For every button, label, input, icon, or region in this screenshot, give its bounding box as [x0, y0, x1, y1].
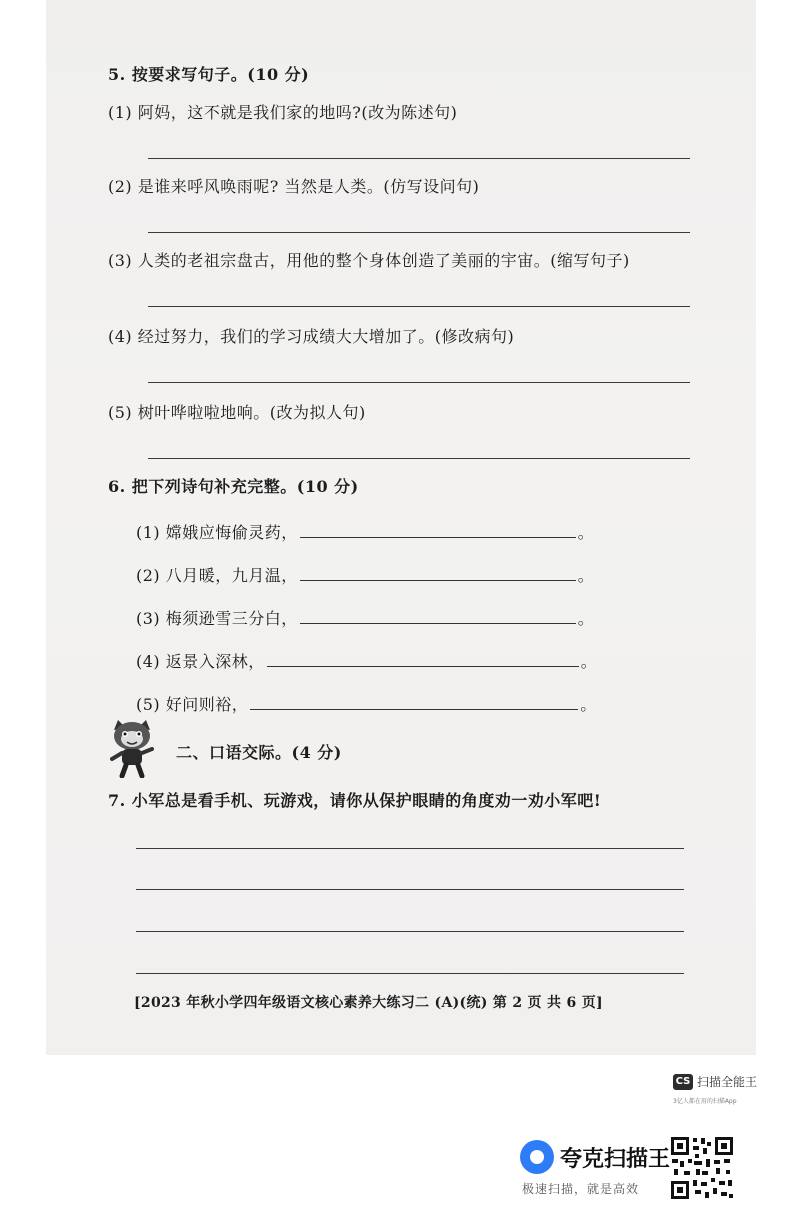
camscanner-logo-icon: CS: [673, 1074, 693, 1090]
q6-title: 6. 把下列诗句补充完整。(10 分): [108, 477, 359, 496]
q6-item-4-text: (4) 返景入深林，: [136, 652, 265, 671]
q5-item-1: (1) 阿妈，这不就是我们家的地吗?(改为陈述句): [108, 103, 458, 122]
q6-item-3-text: (3) 梅须逊雪三分白，: [136, 609, 298, 628]
q6-blank-2[interactable]: [300, 566, 576, 581]
q6-item-1-text: (1) 嫦娥应悔偷灵药，: [136, 523, 298, 542]
q6-blank-3[interactable]: [300, 609, 576, 624]
page-footer: [2023 年秋小学四年级语文核心素养大练习二 (A)(统) 第 2 页 共 6 页]: [134, 995, 603, 1011]
q5-answer-line-3[interactable]: [148, 306, 690, 307]
quark-logo-icon: [520, 1140, 554, 1174]
quark-scanner-name: 夸克扫描王: [560, 1147, 671, 1172]
cartoon-cat-mascot-icon: [108, 720, 156, 778]
q6-blank-5[interactable]: [250, 695, 578, 710]
section-2-title: 二、口语交际。(4 分): [176, 743, 342, 762]
q6-item-2-text: (2) 八月暖，九月温，: [136, 566, 298, 585]
camscanner-name: 扫描全能王: [697, 1075, 758, 1089]
q7-answer-line-1[interactable]: [136, 848, 684, 849]
q5-answer-line-5[interactable]: [148, 458, 690, 459]
camscanner-subtitle: 3亿人都在用的扫描App: [673, 1098, 737, 1105]
q5-item-5: (5) 树叶哗啦啦地响。(改为拟人句): [108, 403, 366, 422]
q6-item-4: [136, 649, 597, 672]
qr-code-icon[interactable]: [670, 1136, 734, 1200]
q6-blank-4[interactable]: [267, 652, 579, 667]
q6-item-5-text: (5) 好问则裕，: [136, 695, 249, 714]
q6-end-mark-3: 。: [577, 609, 595, 628]
q6-end-mark-2: 。: [577, 566, 595, 585]
q5-answer-line-4[interactable]: [148, 382, 690, 383]
q5-item-3: (3) 人类的老祖宗盘古，用他的整个身体创造了美丽的宇宙。(缩写句子): [108, 251, 630, 270]
q5-title: 5. 按要求写句子。(10 分): [108, 65, 310, 84]
q7-answer-line-4[interactable]: [136, 973, 684, 974]
q5-answer-line-2[interactable]: [148, 232, 690, 233]
quark-scanner-slogan: 极速扫描，就是高效: [522, 1182, 640, 1196]
q6-item-2: [136, 563, 594, 586]
q5-item-4: (4) 经过努力，我们的学习成绩大大增加了。(修改病句): [108, 327, 515, 346]
q7-answer-line-2[interactable]: [136, 889, 684, 890]
q6-item-3: [136, 606, 594, 629]
q5-answer-line-1[interactable]: [148, 158, 690, 159]
q5-item-2: (2) 是谁来呼风唤雨呢? 当然是人类。(仿写设问句): [108, 177, 480, 196]
q7-title: 7. 小军总是看手机、玩游戏，请你从保护眼睛的角度劝一劝小军吧!: [108, 791, 602, 810]
q6-end-mark-4: 。: [580, 652, 598, 671]
q6-item-5: [136, 692, 597, 715]
q6-blank-1[interactable]: [300, 523, 576, 538]
q6-end-mark-5: 。: [580, 695, 597, 714]
q7-answer-line-3[interactable]: [136, 931, 684, 932]
q6-end-mark-1: 。: [577, 523, 595, 542]
q6-item-1: [136, 520, 594, 543]
